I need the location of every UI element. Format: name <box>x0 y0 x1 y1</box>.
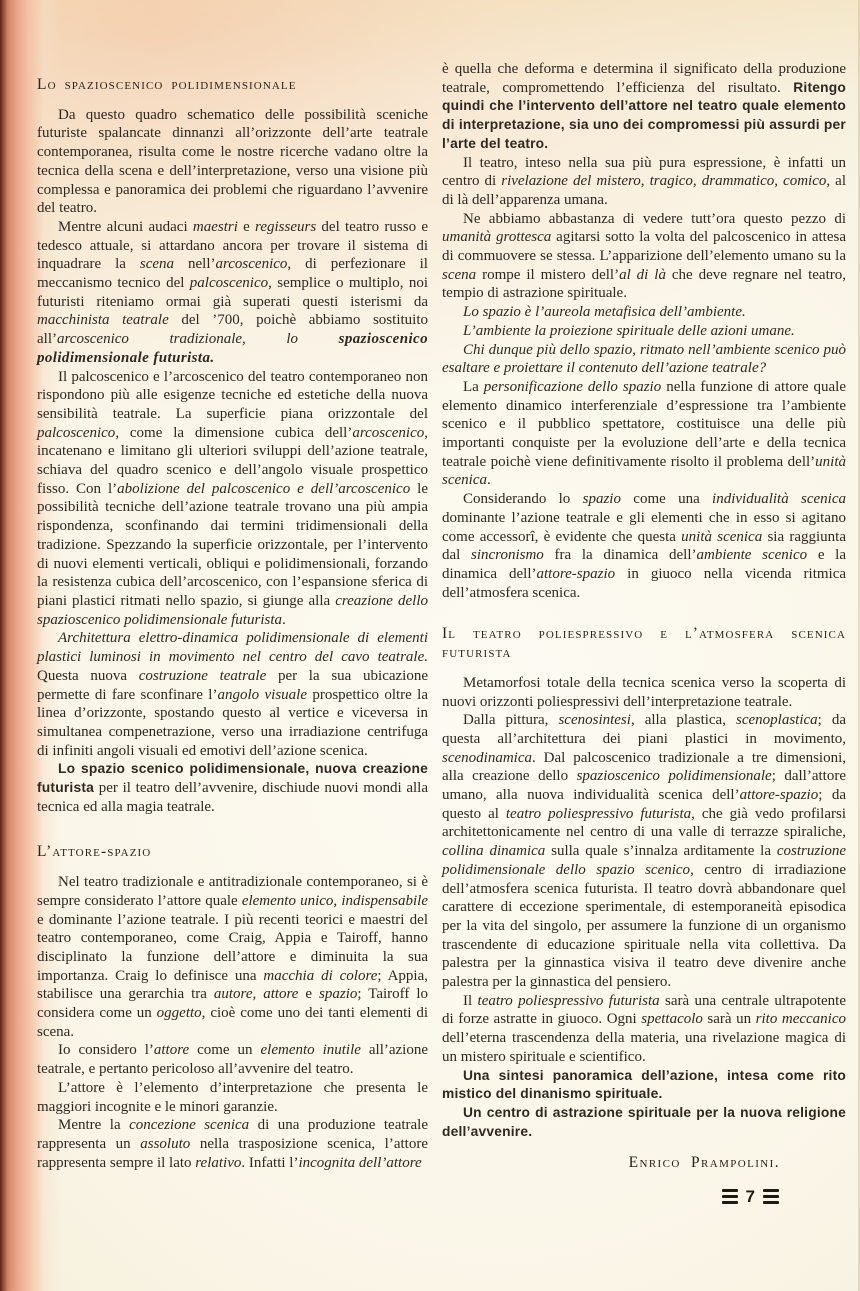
text-run: del ’700, poichè abbiamo sostituito all’ <box>37 312 428 348</box>
text-run: nella trasposizione scenica, l’attore rappresenta sempre il lato <box>37 1135 428 1171</box>
text-run: arcoscenico tradizionale, lo <box>57 331 299 348</box>
text-run: , cioè come uno dei tanti elementi di scena. <box>37 1005 428 1040</box>
paragraph <box>442 378 846 490</box>
text-run: Chi dunque più dello spazio, ritmato nell’ambiente scenico può esaltare e proiettare il contenuto dell’azione teatrale? <box>442 341 846 377</box>
text-run: rito meccanico <box>755 1011 846 1028</box>
paragraph <box>442 711 846 992</box>
text-run: Il palcoscenico e l’arcoscenico del teatro contemporaneo non rispondono più alle esigenze tecniche ed estetiche della nuova sensibilità teatrale. La superficie piana orizzontale del <box>37 368 428 422</box>
text-run: , semplice o multiplo, noi futuristi riteniamo ormai già superati questi isterismi da <box>37 275 428 310</box>
text-run: , di perfezionare il meccanismo tecnico del <box>37 256 428 292</box>
paragraph <box>37 760 428 816</box>
text-run: incognita dell’attore <box>298 1154 422 1171</box>
text-run: dominante l’azione teatrale e gli elementi che in esso si agitano come accessorî, è evidente che questa <box>442 509 846 545</box>
text-run: Da questo quadro schematico delle possibilità sceniche futuriste spalancate dinnanzi all’orizzonte dell’arte teatrale contemporanea, risulta come le nostre ricerche vadano oltre la tecnica della scena e dell’interpretazione, verso una visione più complessa e panoramica dei problemi che riguardano l’avvenire del teatro. <box>37 106 428 217</box>
text-run: macchia di colore <box>263 967 378 984</box>
text-run: ambiente scenico <box>696 547 808 564</box>
text-run: dell’eterna trascendenza della materia, una rivelazione magica di un mistero spirituale e scientifico. <box>442 1030 846 1065</box>
text-run: Architettura elettro-dinamica polidimensionale di elementi plastici luminosi in movimento nel centro del cavo teatrale. <box>37 630 428 666</box>
text-run: all’azione teatrale, e pertanto pericoloso all’avvenire del teatro. <box>37 1042 428 1078</box>
paragraph <box>442 60 846 154</box>
text-run: arcoscenico <box>215 256 288 273</box>
paragraph <box>442 322 846 341</box>
text-run: e dominante l’azione teatrale. I più recenti teorici e maestri del teatro contemporaneo, come Craig, Appia e Tairoff, hanno disciplinato la funzione dell’attore e diminuita la sua importanza. Craig lo definisce una <box>37 911 428 984</box>
text-run: L’attore è l’elemento d’interpretazione che presenta le maggiori incognite e le minori garanzie. <box>37 1079 428 1115</box>
text-run: nella funzione di attore quale elemento dinamico interferenziale d’espressione tra l’ambiente scenico e il pubblico spettatore, costituisce una delle più importanti conquiste per la evoluzione dell’arte e della tecnica teatrale poichè viene definitivamente risolto il problema dell’ <box>442 378 846 470</box>
section-heading-spazioscenico: Lo spazioscenico polidimensionale <box>37 76 297 93</box>
text-run: Lo spazio scenico polidimensionale, nuova creazione futurista <box>37 761 428 796</box>
text-run: spazioscenico polidimensionale <box>576 768 772 785</box>
paragraph <box>37 1079 428 1116</box>
text-run: attore <box>153 1042 190 1059</box>
text-run: sarà un <box>702 1011 756 1028</box>
paragraph <box>442 303 846 322</box>
text-run: di una produzione teatrale rappresenta un <box>37 1117 429 1152</box>
text-run: Ne abbiamo abbastanza di vedere tutt’ora questo pezzo di <box>463 210 846 227</box>
paragraph <box>37 873 428 1041</box>
text-run: . <box>486 472 491 489</box>
text-run: scenoplastica <box>736 712 818 729</box>
text-run: del teatro russo e tedesco attuale, si attardano ancora per trovare il sistema di inquadrare la <box>37 218 428 273</box>
text-run <box>298 331 339 347</box>
text-run: scena <box>442 266 477 283</box>
section-attore-spazio <box>37 873 428 1172</box>
text-run: spazio <box>582 491 621 508</box>
text-run: regisseurs <box>255 218 317 235</box>
text-run: Un centro di astrazione spirituale per la nuova religione dell’avvenire. <box>442 1104 846 1139</box>
paragraph <box>37 106 428 218</box>
text-run: assoluto <box>140 1135 191 1152</box>
text-run: ; Tairoff lo considera come un <box>37 986 428 1022</box>
text-run: spazio <box>319 986 358 1003</box>
text-run: collina dinamica <box>442 843 546 860</box>
text-run: abolizione del palcoscenico e dell’arcoscenico <box>117 480 411 497</box>
text-run: . Infatti l’ <box>241 1154 299 1171</box>
text-run: al di là <box>619 266 666 283</box>
text-run: ; Appia, stabilisce una gerarchia tra <box>37 967 429 1003</box>
text-run: elemento inutile <box>260 1042 361 1059</box>
author-signature: Enrico Prampolini. <box>628 1154 780 1172</box>
section-attore-continuation <box>442 60 846 602</box>
text-run: prospettico oltre la linea d’orizzonte, spostando questo al vertice e viceversa in simultanea compenetrazione, verso una irradiazione centrifuga di infiniti angoli visuali ed emotivi dell’azione scenica. <box>37 686 429 759</box>
text-run: e <box>298 986 320 1003</box>
triple-bar-icon <box>763 1189 779 1205</box>
text-run: ; da questa all’architettura dei piani plastici in movimento, <box>442 712 847 747</box>
text-run: Dalla pittura, <box>463 712 559 729</box>
paragraph <box>442 154 846 210</box>
text-run: umanità grottesca <box>442 229 552 246</box>
text-run: autore, attore <box>213 986 299 1003</box>
text-run: costruzione polidimensionale dello spazio scenico <box>442 843 846 878</box>
text-run: oggetto <box>156 1005 202 1022</box>
text-run: teatro poliespressivo futurista <box>477 992 660 1009</box>
text-run: relativo <box>195 1154 242 1171</box>
text-run: palcoscenico <box>189 275 269 292</box>
text-run: arcoscenico <box>352 424 425 441</box>
text-run: L’ambiente la proiezione spirituale delle azioni umane. <box>463 322 795 339</box>
paragraph <box>442 210 846 304</box>
text-run: creazione dello spazioscenico polidimensionale futurista <box>37 592 428 628</box>
text-run: che deve regnare nel teatro, tempio di astrazione spirituale. <box>442 266 846 302</box>
text-run: teatro poliespressivo futurista <box>505 805 692 822</box>
triple-bar-icon <box>722 1189 738 1205</box>
text-run: sarà una centrale ultrapotente di forze astratte in giuoco. Ogni <box>442 992 847 1028</box>
text-run: Il <box>463 992 478 1009</box>
text-run: agitarsi sotto la volta del palcoscenico in attesa di commuovere se stessa. L’apparizione dell’elemento umano su la <box>442 229 846 265</box>
text-run: Il teatro, inteso nella sua più pura espressione, è infatti un centro di <box>442 154 846 190</box>
text-run: attore-spazio <box>739 787 819 804</box>
text-run: , come la dimensione cubica dell’ <box>115 424 353 441</box>
text-run: rompe il mistero dell’ <box>476 266 620 283</box>
text-run: Una sintesi panoramica dell’azione, intesa come rito mistico del dinanismo spirituale. <box>442 1067 846 1102</box>
text-run: . Dal palcoscenico tradizionale a tre dimensioni, alla creazione dello <box>442 749 846 785</box>
text-run: scenodinamica <box>442 749 532 766</box>
paragraph <box>442 490 846 602</box>
text-run: per il teatro dell’avvenire, dischiude nuovi mondi alla tecnica ed alla magia teatrale. <box>37 780 428 815</box>
paragraph <box>37 1116 428 1172</box>
text-run: per la sua ubicazione permette di fare sconfinare l’ <box>37 667 428 703</box>
paragraph <box>37 218 428 368</box>
text-run: sia raggiunta dal <box>442 528 846 564</box>
text-run: sulla quale s’innalza arditamente la <box>545 843 777 860</box>
text-run: elemento unico, indispensabile <box>241 892 428 909</box>
text-run: e la dinamica dell’ <box>442 547 846 582</box>
text-run: scena <box>139 256 175 273</box>
section-spazioscenico <box>37 106 428 817</box>
text-run: Nel teatro tradizionale e antitradizionale contemporaneo, si è sempre considerato l’attore quale <box>37 874 428 909</box>
text-run: . <box>282 611 286 628</box>
paragraph <box>442 1104 846 1141</box>
section-heading-teatro-poliespressivo: Il teatro poliespressivo e l’atmosfera scenica futurista <box>442 625 846 662</box>
page-footer <box>722 1188 779 1205</box>
text-run: scenosintesi <box>558 712 631 729</box>
text-run: Ritengo quindi che l’intervento dell’attore nel teatro quale elemento di interpretazione, sia uno dei compromessi più assurdi per l’arte del teatro. <box>442 79 846 151</box>
text-run: come una <box>620 491 713 508</box>
paragraph <box>37 1041 428 1078</box>
text-run: costruzione teatrale <box>138 667 267 684</box>
text-run: in giuoco nella vicenda ritmica dell’atmosfera scenica. <box>442 565 847 601</box>
text-run: fra la dinamica dell’ <box>543 547 697 564</box>
page-content <box>37 60 846 1173</box>
section-teatro-poliespressivo <box>442 674 846 1142</box>
text-run: , incatenano e limitano gli ulteriori sviluppi dell’azione teatrale, schiava del quadro scenico e dell’angolo visuale prospettico fisso. Con l’ <box>37 424 428 497</box>
paragraph <box>37 629 428 760</box>
text-run: è quella che deforma e determina il significato della produzione teatrale, compromettendo l’efficienza del risultato. <box>442 61 846 96</box>
text-run: Mentre alcuni audaci <box>58 218 193 235</box>
paragraph <box>442 674 846 711</box>
section-heading-attore-spazio: L’attore-spazio <box>37 843 152 861</box>
paragraph <box>442 992 846 1067</box>
text-run: unità scenica <box>442 453 846 489</box>
text-run: spettacolo <box>641 1011 703 1028</box>
text-run: La <box>463 378 484 395</box>
text-run: personificazione dello spazio <box>483 378 662 395</box>
text-run: concezione scenica <box>129 1117 250 1134</box>
text-run: individualità scenica <box>712 491 846 508</box>
text-run: ; da questo al <box>442 787 846 822</box>
text-run: angolo visuale <box>217 686 307 703</box>
text-run: , che già vedo profilarsi architettonicamente nel centro di una valle di terrazze spiraliche, <box>442 805 846 841</box>
text-run: , al di là dell’apparenza umana. <box>442 173 846 208</box>
text-run: , alla plastica, <box>630 712 736 729</box>
text-run: attore-spazio <box>536 565 616 582</box>
text-run: Mentre la <box>58 1117 130 1134</box>
text-run: sincronismo <box>471 547 544 564</box>
paragraph <box>442 341 846 378</box>
left-column <box>37 60 428 1173</box>
text-run: macchinista teatrale <box>37 312 169 329</box>
text-run: palcoscenico <box>37 424 116 441</box>
paragraph <box>442 1067 846 1104</box>
paragraph <box>37 368 428 630</box>
right-column <box>442 60 846 1173</box>
text-run: Considerando lo <box>463 491 583 508</box>
text-run: unità scenica <box>681 528 763 545</box>
text-run: Metamorfosi totale della tecnica scenica verso la scoperta di nuovi orizzonti poliespressivi dell’interpretazione teatrale. <box>442 674 846 710</box>
text-run: spazioscenico polidimensionale futurista. <box>37 331 428 366</box>
text-run: e <box>237 218 256 235</box>
text-run: maestri <box>192 218 238 235</box>
text-run: Lo spazio è l’aureola metafisica dell’ambiente. <box>463 304 746 321</box>
text-run: nell’ <box>174 256 216 273</box>
text-run: le possibilità tecniche dell’azione teatrale trovano una più ampia rispondenza, sconfinando dai termini tridimensionali della tradizione. Spezzando la superficie orizzontale, per l’intervento di nuovi elementi verticali, obliqui e polidimensionali, forzando la resistenza cubica dell’arcoscenico, con l’espansione sferica di piani plastici ritmati nello spazio, si giunge alla <box>37 480 428 609</box>
text-run: Questa nuova <box>37 667 139 684</box>
text-run: ; dall’attore umano, alla nuova individualità scenica dell’ <box>442 768 846 804</box>
text-run: , centro di irradiazione dell’atmosfera scenica futurista. Il teatro dovrà abbandonare quel carattere di eccezione sperimentale, di estemporaneità episodica per la vita del singolo, per assumere la funzione di un organismo trascendente di educazione spirituale nella vita collettiva. Da palestra per la ginnastica visiva il teatro deve divenire anche palestra per la ginnastica del pensiero. <box>442 861 846 991</box>
text-run: rivelazione del mistero, tragico, drammatico, comico <box>501 173 827 190</box>
text-run: come un <box>189 1042 261 1059</box>
text-run: Io considero l’ <box>58 1042 154 1059</box>
page-number: 7 <box>745 1187 755 1206</box>
